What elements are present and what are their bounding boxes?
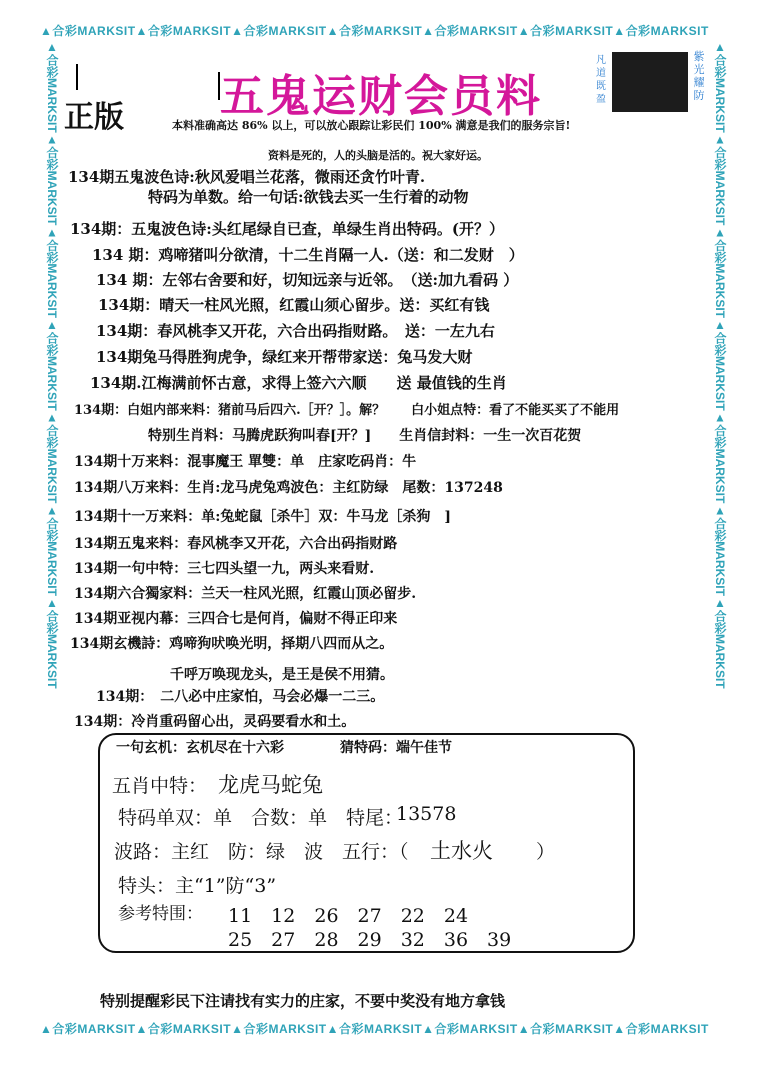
line-16: 134期一句中特：三七四头望一九，两头来看财. <box>74 561 375 577</box>
line-8: 134期兔马得胜狗虎争，绿红来开帮带家送：兔马发大财 <box>96 348 473 366</box>
badge-right: 紫光耀防 <box>693 50 705 102</box>
page-title: 五鬼运财会员料 <box>220 71 542 122</box>
wave-line: 波路：主红 防：绿 波 五行：（ <box>114 841 409 863</box>
line-1: 134期五鬼波色诗:秋风爱唱兰花落，微雨还贪竹叶青. <box>68 168 426 186</box>
line-18: 134期亚视内幕：三四合七是何肖，偏财不得正印来 <box>74 611 398 627</box>
wuxing-close: ） <box>536 841 556 863</box>
footer-reminder: 特别提醒彩民下注请找有实力的庄家，不要中奖没有地方拿钱 <box>100 992 506 1010</box>
line-6: 134期：晴天一柱风光照，红霞山须心留步。送：买红有钱 <box>98 296 490 314</box>
wuxing-value: 土水火 <box>430 839 493 863</box>
head-line: 特头：主“1”防“3” <box>118 875 277 897</box>
line-10: 134期：白姐内部来料：猪前马后四六.［开？］。解？ 白小姐点特：看了不能买买了不能用 <box>74 403 620 418</box>
prediction-box <box>98 733 635 953</box>
border-left-watermark: ▲合彩MARKSIT▲合彩MARKSIT▲合彩MARKSIT▲合彩MARKSIT▲合彩MARKSIT▲合彩MARKSIT▲合彩MARKSIT <box>45 40 59 689</box>
tail-value: 13578 <box>396 803 457 825</box>
subtitle-accuracy: 本料准确高达 86% 以上，可以放心跟踪让彩民们 100% 满意是我们的服务宗旨! <box>172 119 571 132</box>
subtitle-luck: 资料是死的，人的头脑是活的。祝大家好运。 <box>268 149 488 162</box>
ref-label: 参考特围： <box>118 904 203 924</box>
line-19: 134期玄機詩：鸡啼狗吠唤光明，择期八四而从之。 <box>70 636 394 652</box>
line-5: 134 期：左邻右舍要和好，切知远亲与近邻。 （送:加九看码 ） <box>96 271 519 289</box>
line-2: 特码为单数。给一句话:欲钱去买一生行着的动物 <box>148 188 469 206</box>
riddle-line: 一句玄机：玄机尽在十六彩 <box>116 740 284 756</box>
line-3: 134期：五鬼波色诗:头红尾绿自已查，单绿生肖出特码。(开？） <box>70 220 504 238</box>
line-15: 134期五鬼来料：春风桃李又开花，六合出码指财路 <box>74 536 398 552</box>
line-17: 134期六合獨家料：兰天一柱风光照，红霞山顶必留步. <box>74 586 417 602</box>
border-bottom-watermark: ▲合彩MARKSIT▲合彩MARKSIT▲合彩MARKSIT▲合彩MARKSIT▲合彩MARKSIT▲合彩MARKSIT▲合彩MARKSIT <box>40 1022 709 1036</box>
ref-row-1: 11 12 26 27 22 24 <box>228 905 469 927</box>
ref-row-2: 25 27 28 29 32 36 39 <box>228 929 512 951</box>
line-9: 134期.江梅满前怀古意，求得上签六六顺 送 最值钱的生肖 <box>90 374 507 392</box>
guess-line: 猜特码：端午佳节 <box>340 740 452 756</box>
line-11: 特别生肖料：马腾虎跃狗叫春[开？] 生肖信封料：一生一次百花贺 <box>148 428 582 444</box>
line-4: 134 期：鸡啼猪叫分欲清，十二生肖隔一人.（送：和二发财 ） <box>92 246 524 264</box>
line-14: 134期十一万来料：单:兔蛇鼠［杀牛］双：牛马龙［杀狗 ] <box>74 509 452 525</box>
genuine-stamp: 正版 <box>64 100 124 135</box>
header-rule <box>76 64 78 90</box>
line-20: 千呼万唤现龙头，是王是侯不用猜。 <box>170 667 394 683</box>
line-7: 134期：春风桃李又开花，六合出码指财路。 送：一左九右 <box>96 322 495 340</box>
line-12: 134期十万来料：混事魔王 單雙：单 庄家吃码肖：牛 <box>74 454 417 470</box>
five-zodiac-label: 五肖中特： <box>112 775 208 797</box>
border-right-watermark: ▲合彩MARKSIT▲合彩MARKSIT▲合彩MARKSIT▲合彩MARKSIT▲合彩MARKSIT▲合彩MARKSIT▲合彩MARKSIT <box>713 40 727 689</box>
line-22: 134期：冷肖重码留心出，灵码要看水和土。 <box>74 714 356 730</box>
line-21: 134期： 二八必中庄家怕，马会必爆一二三。 <box>96 689 385 705</box>
qr-code-block <box>612 52 688 112</box>
parity-line: 特码单双：单 合数：单 特尾： <box>118 807 404 829</box>
line-13: 134期八万来料：生肖:龙马虎兔鸡波色：主红防绿 尾数：137248 <box>74 480 503 496</box>
border-top-watermark: ▲合彩MARKSIT▲合彩MARKSIT▲合彩MARKSIT▲合彩MARKSIT▲合彩MARKSIT▲合彩MARKSIT▲合彩MARKSIT <box>40 24 709 38</box>
badge-left: 凡道既盈 <box>596 55 606 105</box>
five-zodiac-value: 龙虎马蛇兔 <box>218 773 323 797</box>
